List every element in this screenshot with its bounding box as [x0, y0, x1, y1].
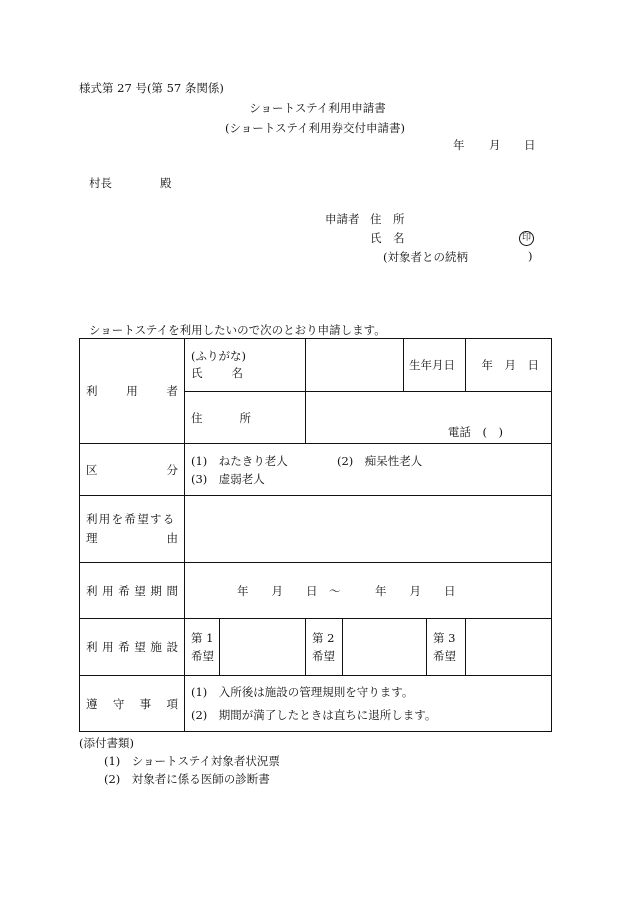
intro-text: ショートステイを利用したいので次のとおり申請します。 [89, 323, 386, 337]
rule-item-2: (2) 期間が満了したときは直ちに退所します。 [191, 707, 437, 722]
seal-icon: 印 [519, 231, 534, 246]
application-table [79, 338, 552, 732]
reason-row [80, 496, 552, 563]
user-label: 利 用 者 [86, 384, 178, 398]
phone-label: 電話 [447, 425, 471, 439]
dob-label-cell [404, 339, 466, 392]
category-label: 区 分 [86, 462, 178, 477]
period-label-cell [80, 563, 185, 619]
dob-value: 年 月 日 [481, 358, 539, 372]
user-label-cell [80, 339, 185, 444]
facility-choice-1-input[interactable] [220, 619, 306, 676]
facility-choice-2-input[interactable] [343, 619, 427, 676]
facility-choice-3-input[interactable] [466, 619, 552, 676]
addressee-honorific: 殿 [160, 176, 172, 190]
facility-label-cell [80, 619, 185, 676]
rules-label: 遵 守 事 項 [86, 696, 178, 711]
address-label: 住 所 [191, 410, 251, 425]
addressee-title: 村長 [89, 176, 112, 190]
attachment-item-1: (1) ショートステイ対象者状況票 [104, 754, 280, 768]
facility-choice-3-label: 第 3 希望 [427, 619, 466, 676]
user-name-row [80, 339, 552, 392]
reason-label-line2: 理 由 [86, 531, 178, 545]
rules-row [80, 676, 552, 732]
facility-label: 利 用 希 望 施 設 [86, 640, 178, 654]
name-label-cell [185, 339, 306, 392]
form-number: 様式第 27 号(第 57 条関係) [79, 81, 224, 95]
phone-field [306, 424, 551, 443]
rules-label-cell [80, 676, 185, 732]
period-value: 年 月 日 ～ 年 月 日 [237, 583, 456, 598]
furigana-label: (ふりがな) [191, 349, 246, 363]
dob-label: 生年月日 [409, 358, 455, 372]
relation-label: (対象者との続柄 [383, 250, 468, 264]
relation-close: ) [528, 249, 533, 263]
category-option-3[interactable]: (3) 虚弱老人 [191, 471, 265, 486]
form-subtitle: (ショートステイ利用券交付申請書) [224, 121, 406, 135]
reason-label-cell [80, 496, 185, 563]
date-day-label: 日 [524, 138, 536, 152]
reason-label-line1: 利用を希望する [86, 512, 176, 526]
seal-mark [519, 229, 534, 246]
date-year-label: 年 [453, 138, 465, 152]
period-input-cell[interactable] [185, 563, 552, 619]
category-option-1[interactable]: (1) ねたきり老人 [191, 453, 288, 468]
category-options-cell [185, 444, 552, 496]
applicant-name-label: 氏 名 [370, 231, 405, 245]
address-input-cell[interactable] [306, 392, 552, 444]
facility-choice-2-label: 第 2 希望 [306, 619, 343, 676]
form-title: ショートステイ利用申請書 [249, 101, 386, 115]
dob-value-cell[interactable] [466, 339, 552, 392]
phone-paren: ( ) [482, 425, 503, 439]
category-row [80, 444, 552, 496]
address-label-cell [185, 392, 306, 444]
facility-choice-1-label: 第 1 希望 [185, 619, 220, 676]
attachments-title: (添付書類) [79, 736, 134, 750]
reason-input-cell[interactable] [185, 496, 552, 563]
date-month-label: 月 [489, 138, 501, 152]
period-label: 利 用 希 望 期 間 [86, 583, 178, 598]
attachment-item-2: (2) 対象者に係る医師の診断書 [104, 772, 270, 786]
rule-item-1: (1) 入所後は施設の管理規則を守ります。 [191, 684, 414, 699]
name-label: 氏 名 [191, 366, 243, 380]
name-input-cell[interactable] [306, 339, 404, 392]
applicant-address-label: 住 所 [370, 212, 405, 226]
rules-content-cell [185, 676, 552, 732]
facility-row [80, 619, 552, 676]
applicant-label: 申請者 [325, 212, 360, 226]
category-option-2[interactable]: (2) 痴呆性老人 [337, 453, 423, 468]
category-label-cell [80, 444, 185, 496]
period-row [80, 563, 552, 619]
